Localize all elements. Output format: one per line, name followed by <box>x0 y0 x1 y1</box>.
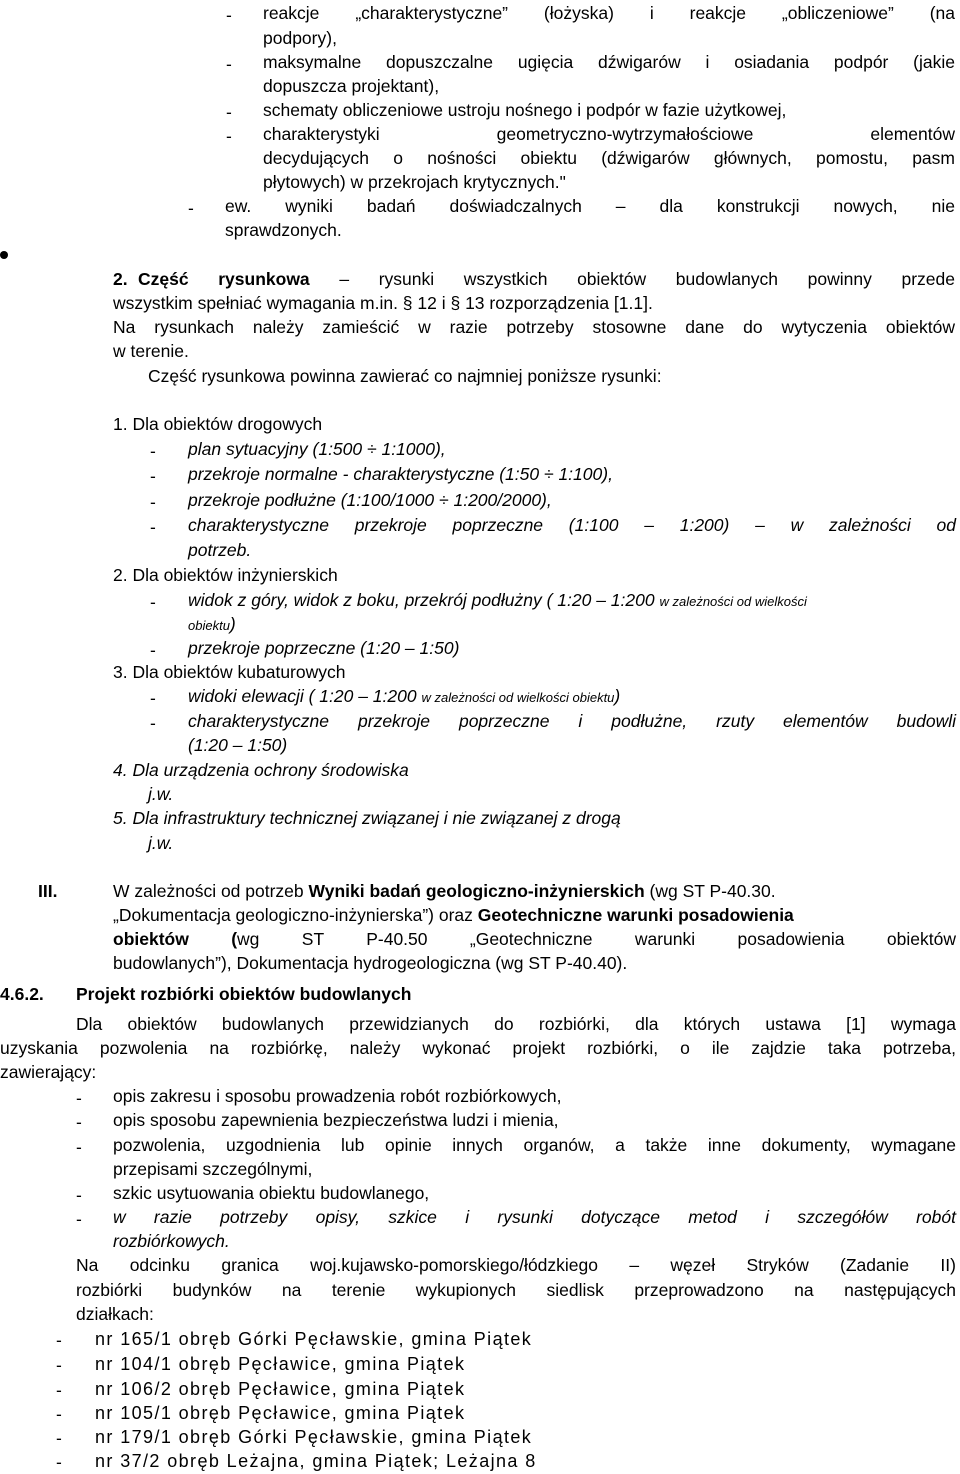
list-item-cont: przepisami szczególnymi, <box>113 1159 313 1179</box>
section-number: 2. <box>113 269 128 289</box>
drawing-item <box>188 688 620 706</box>
dash: - <box>150 517 156 537</box>
section-number: 4.6.2. <box>0 984 44 1004</box>
drawing-item-cont: (1:20 – 1:50) <box>188 735 288 755</box>
drawing-item <box>188 592 807 610</box>
text: (wg ST P-40.30. <box>644 881 776 901</box>
dash: - <box>226 102 232 122</box>
drawing-item-text: widoki elewacji ( 1:20 – 1:200 <box>188 686 417 706</box>
list-item-cont: płytowych) w przekrojach krytycznych." <box>263 172 566 192</box>
dash: - <box>76 1137 82 1157</box>
dash: - <box>150 441 156 461</box>
paragraph-line: budowlanych”), Dokumentacja hydrogeologiczna (wg ST P-40.40). <box>113 953 628 973</box>
list-item-cont: rozbiórkowych. <box>113 1231 230 1251</box>
paragraph-line <box>113 883 776 901</box>
list-item: szkic usytuowania obiektu budowlanego, <box>113 1183 430 1203</box>
list-item-cont: dopuszcza projektant), <box>263 76 440 96</box>
dash: - <box>56 1380 62 1400</box>
paragraph-line: Na rysunkach należy zamieścić w razie potrzeby stosowne dane do wytyczenia obiektów <box>113 317 955 337</box>
dash: - <box>56 1428 62 1448</box>
list-item: opis sposobu zapewnienia bezpieczeństwa ludzi i mienia, <box>113 1110 559 1130</box>
list-item: pozwolenia, uzgodnienia lub opinie innych organów, a także inne dokumenty, wymagane <box>113 1135 956 1155</box>
plot-item: nr 106/2 obręb Pęcławice, gmina Piątek <box>95 1379 466 1399</box>
dash: - <box>76 1185 82 1205</box>
bold-text: obiektów ( <box>113 929 238 949</box>
text: „Dokumentacja geologiczno-inżynierska”) oraz <box>113 905 478 925</box>
section-heading-line <box>138 271 955 289</box>
dash: - <box>150 466 156 486</box>
drawing-item-note: w zależności od wielkości obiektu <box>421 690 615 705</box>
drawing-item: przekroje poprzeczne (1:20 – 1:50) <box>188 638 460 658</box>
dash: - <box>76 1088 82 1108</box>
section-heading: Część rysunkowa <box>138 269 310 289</box>
paragraph-line: zawierający: <box>0 1062 97 1082</box>
dash: - <box>226 5 232 25</box>
drawing-item-text: widok z góry, widok z boku, przekrój podłużny ( 1:20 – 1:200 <box>188 590 655 610</box>
drawing-item-note: w zależności od wielkości <box>659 594 807 609</box>
list-item-cont: decydujących o nośności obiektu (dźwigarów głównych, pomostu, pasm <box>263 148 955 168</box>
list-item: ew. wyniki badań doświadczalnych – dla konstrukcji nowych, nie <box>225 196 955 216</box>
paragraph-line <box>113 931 956 949</box>
drawing-item-close: ) <box>614 686 621 706</box>
dash: - <box>56 1330 62 1350</box>
paragraph-line: wszystkim spełniać wymagania m.in. § 12 i § 13 rozporządzenia [1.1]. <box>113 293 653 313</box>
dash: - <box>76 1112 82 1132</box>
text: wg ST P-40.50 „Geotechniczne warunki posadowienia obiektów <box>237 929 956 949</box>
bold-text: Wyniki badań geologiczno-inżynierskich <box>308 881 645 901</box>
drawing-group-title: 5. Dla infrastruktury technicznej związanej i nie związanej z drogą <box>113 808 621 828</box>
drawing-group-title: 2. Dla obiektów inżynierskich <box>113 565 338 585</box>
section-title: Projekt rozbiórki obiektów budowlanych <box>76 984 412 1004</box>
dash: - <box>56 1355 62 1375</box>
plot-item: nr 104/1 obręb Pęcławice, gmina Piątek <box>95 1354 466 1374</box>
dash: - <box>226 126 232 146</box>
dash: - <box>226 54 232 74</box>
list-item: charakterystyki geometryczno-wytrzymałościowe elementów <box>263 124 955 144</box>
list-item: reakcje „charakterystyczne” (łożyska) i reakcje „obliczeniowe” (na <box>263 3 955 23</box>
drawing-group-sub: j.w. <box>148 784 174 804</box>
dash: - <box>150 713 156 733</box>
plot-item: nr 179/1 obręb Górki Pęcławskie, gmina Piątek <box>95 1427 533 1447</box>
list-item: maksymalne dopuszczalne ugięcia dźwigarów i osiadania podpór (jakie <box>263 52 955 72</box>
section-number: III. <box>38 881 58 901</box>
dash: - <box>150 688 156 708</box>
dash: - <box>56 1404 62 1424</box>
bold-text: Geotechniczne warunki posadowienia <box>477 905 794 925</box>
paragraph-line: działkach: <box>76 1304 154 1324</box>
paragraph-line: w terenie. <box>113 341 189 361</box>
dash: - <box>150 640 156 660</box>
drawing-group-sub: j.w. <box>148 833 174 853</box>
section-heading-rest: – rysunki wszystkich obiektów budowlanych powinny przede <box>339 269 955 289</box>
paragraph-line: Część rysunkowa powinna zawierać co najmniej poniższe rysunki: <box>148 366 662 386</box>
drawing-item-close: ) <box>229 614 236 634</box>
drawing-group-title: 1. Dla obiektów drogowych <box>113 414 323 434</box>
list-item: w razie potrzeby opisy, szkice i rysunki dotyczące metod i szczegółów robót <box>113 1207 956 1227</box>
paragraph-line: Na odcinku granica woj.kujawsko-pomorskiego/łódzkiego – węzeł Stryków (Zadanie II) <box>76 1255 956 1275</box>
plot-item: nr 105/1 obręb Pęcławice, gmina Piątek <box>95 1403 466 1423</box>
dash: - <box>56 1452 62 1472</box>
drawing-group-title: 3. Dla obiektów kubaturowych <box>113 662 346 682</box>
plot-item: nr 37/2 obręb Leżajna, gmina Piątek; Leżajna 8 <box>95 1451 537 1471</box>
list-item: schematy obliczeniowe ustroju nośnego i podpór w fazie użytkowej, <box>263 100 787 120</box>
bullet-icon <box>0 251 8 259</box>
drawing-item-cont: potrzeb. <box>188 540 252 560</box>
list-item-cont: podpory), <box>263 28 337 48</box>
dash: - <box>150 492 156 512</box>
list-item-cont: sprawdzonych. <box>225 220 342 240</box>
paragraph-line: Dla obiektów budowlanych przewidzianych do rozbiórki, dla których ustawa [1] wymaga <box>76 1014 956 1034</box>
dash: - <box>188 198 194 218</box>
plot-item: nr 165/1 obręb Górki Pęcławskie, gmina Piątek <box>95 1329 533 1349</box>
paragraph-line <box>113 907 794 925</box>
drawing-item: charakterystyczne przekroje poprzeczne (1:100 – 1:200) – w zależności od <box>188 515 956 535</box>
drawing-item: przekroje normalne - charakterystyczne (1:50 ÷ 1:100), <box>188 464 613 484</box>
text: W zależności od potrzeb <box>113 881 309 901</box>
drawing-item: przekroje podłużne (1:100/1000 ÷ 1:200/2000), <box>188 490 552 510</box>
list-item: opis zakresu i sposobu prowadzenia robót rozbiórkowych, <box>113 1086 562 1106</box>
paragraph-line: uzyskania pozwolenia na rozbiórkę, należy wykonać projekt rozbiórki, o ile zajdzie taka potrzeba, <box>0 1038 956 1058</box>
dash: - <box>76 1209 82 1229</box>
drawing-group-title: 4. Dla urządzenia ochrony środowiska <box>113 760 409 780</box>
dash: - <box>150 592 156 612</box>
drawing-item: charakterystyczne przekroje poprzeczne i podłużne, rzuty elementów budowli <box>188 711 956 731</box>
paragraph-line: rozbiórki budynków na terenie wykupionych siedlisk przeprowadzono na następujących <box>76 1280 956 1300</box>
drawing-item-note-cont: obiektu <box>188 618 230 633</box>
drawing-item: plan sytuacyjny (1:500 ÷ 1:1000), <box>188 439 446 459</box>
